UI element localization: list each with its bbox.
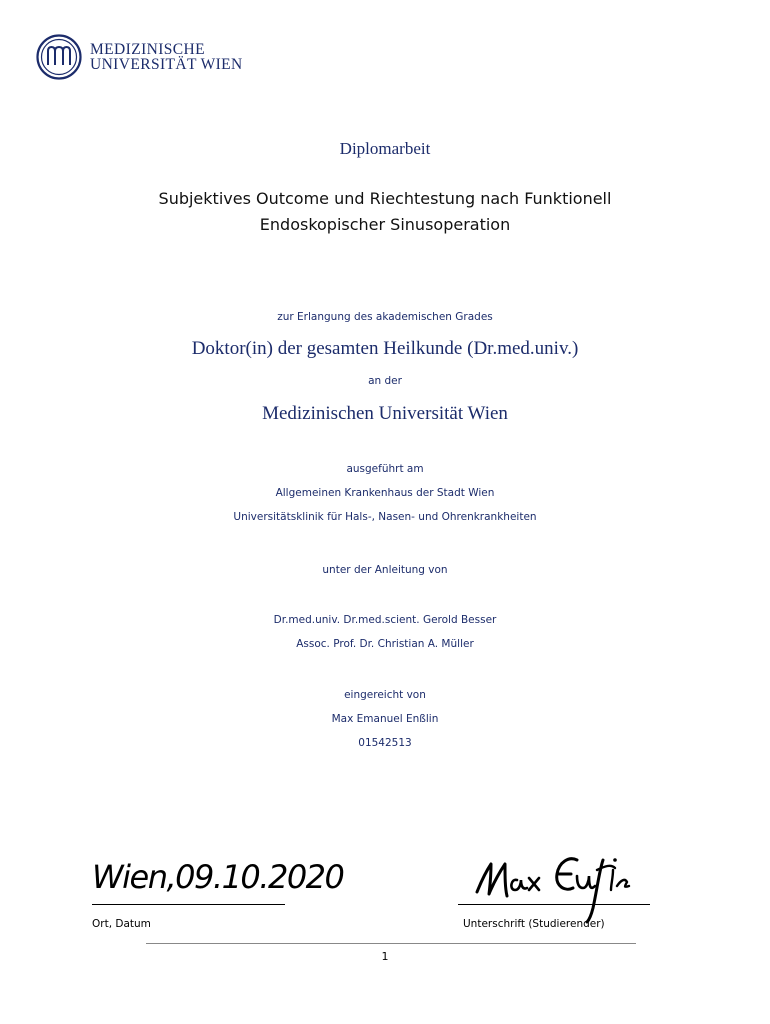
supervisor-1: Dr.med.univ. Dr.med.scient. Gerold Besser [273, 614, 497, 626]
place-date-handwritten: Wien,09.10.2020 [92, 858, 344, 896]
at-label: an der [368, 375, 402, 387]
signature-handwritten [465, 846, 635, 924]
hospital-name: Allgemeinen Krankenhaus der Stadt Wien [275, 487, 495, 499]
thesis-title-line-1: Subjektives Outcome und Riechtestung nach Funktionell [158, 189, 612, 208]
university-name: Medizinischen Universität Wien [262, 403, 508, 424]
executed-label: ausgeführt am [346, 463, 424, 475]
supervision-label: unter der Anleitung von [322, 564, 448, 576]
clinic-name: Universitätsklinik für Hals-, Nasen- und Ohrenkrankheiten [233, 511, 537, 523]
student-id: 01542513 [358, 737, 412, 749]
page-number: 1 [381, 950, 389, 963]
logo-wordmark [90, 42, 243, 72]
supervisor-2: Assoc. Prof. Dr. Christian A. Müller [296, 638, 474, 650]
degree-name: Doktor(in) der gesamten Heilkunde (Dr.med.univ.) [191, 338, 579, 359]
logo-line-2: UNIVERSITÄT WIEN [90, 56, 243, 73]
footer-divider [146, 943, 636, 944]
university-logo [36, 34, 243, 80]
degree-intro: zur Erlangung des akademischen Grades [277, 311, 493, 323]
author-name: Max Emanuel Enßlin [331, 713, 439, 725]
place-date-caption: Ort, Datum [92, 918, 151, 930]
signature-line [458, 904, 650, 905]
thesis-title [0, 186, 770, 238]
meduni-wien-logo-icon [36, 34, 82, 80]
signature-caption: Unterschrift (Studierender) [463, 918, 605, 930]
place-date-line [92, 904, 285, 905]
document-type: Diplomarbeit [339, 139, 431, 158]
thesis-title-line-2: Endoskopischer Sinusoperation [259, 215, 511, 234]
submitted-label: eingereicht von [344, 689, 426, 701]
logo-line-1: MEDIZINISCHE [90, 41, 206, 58]
